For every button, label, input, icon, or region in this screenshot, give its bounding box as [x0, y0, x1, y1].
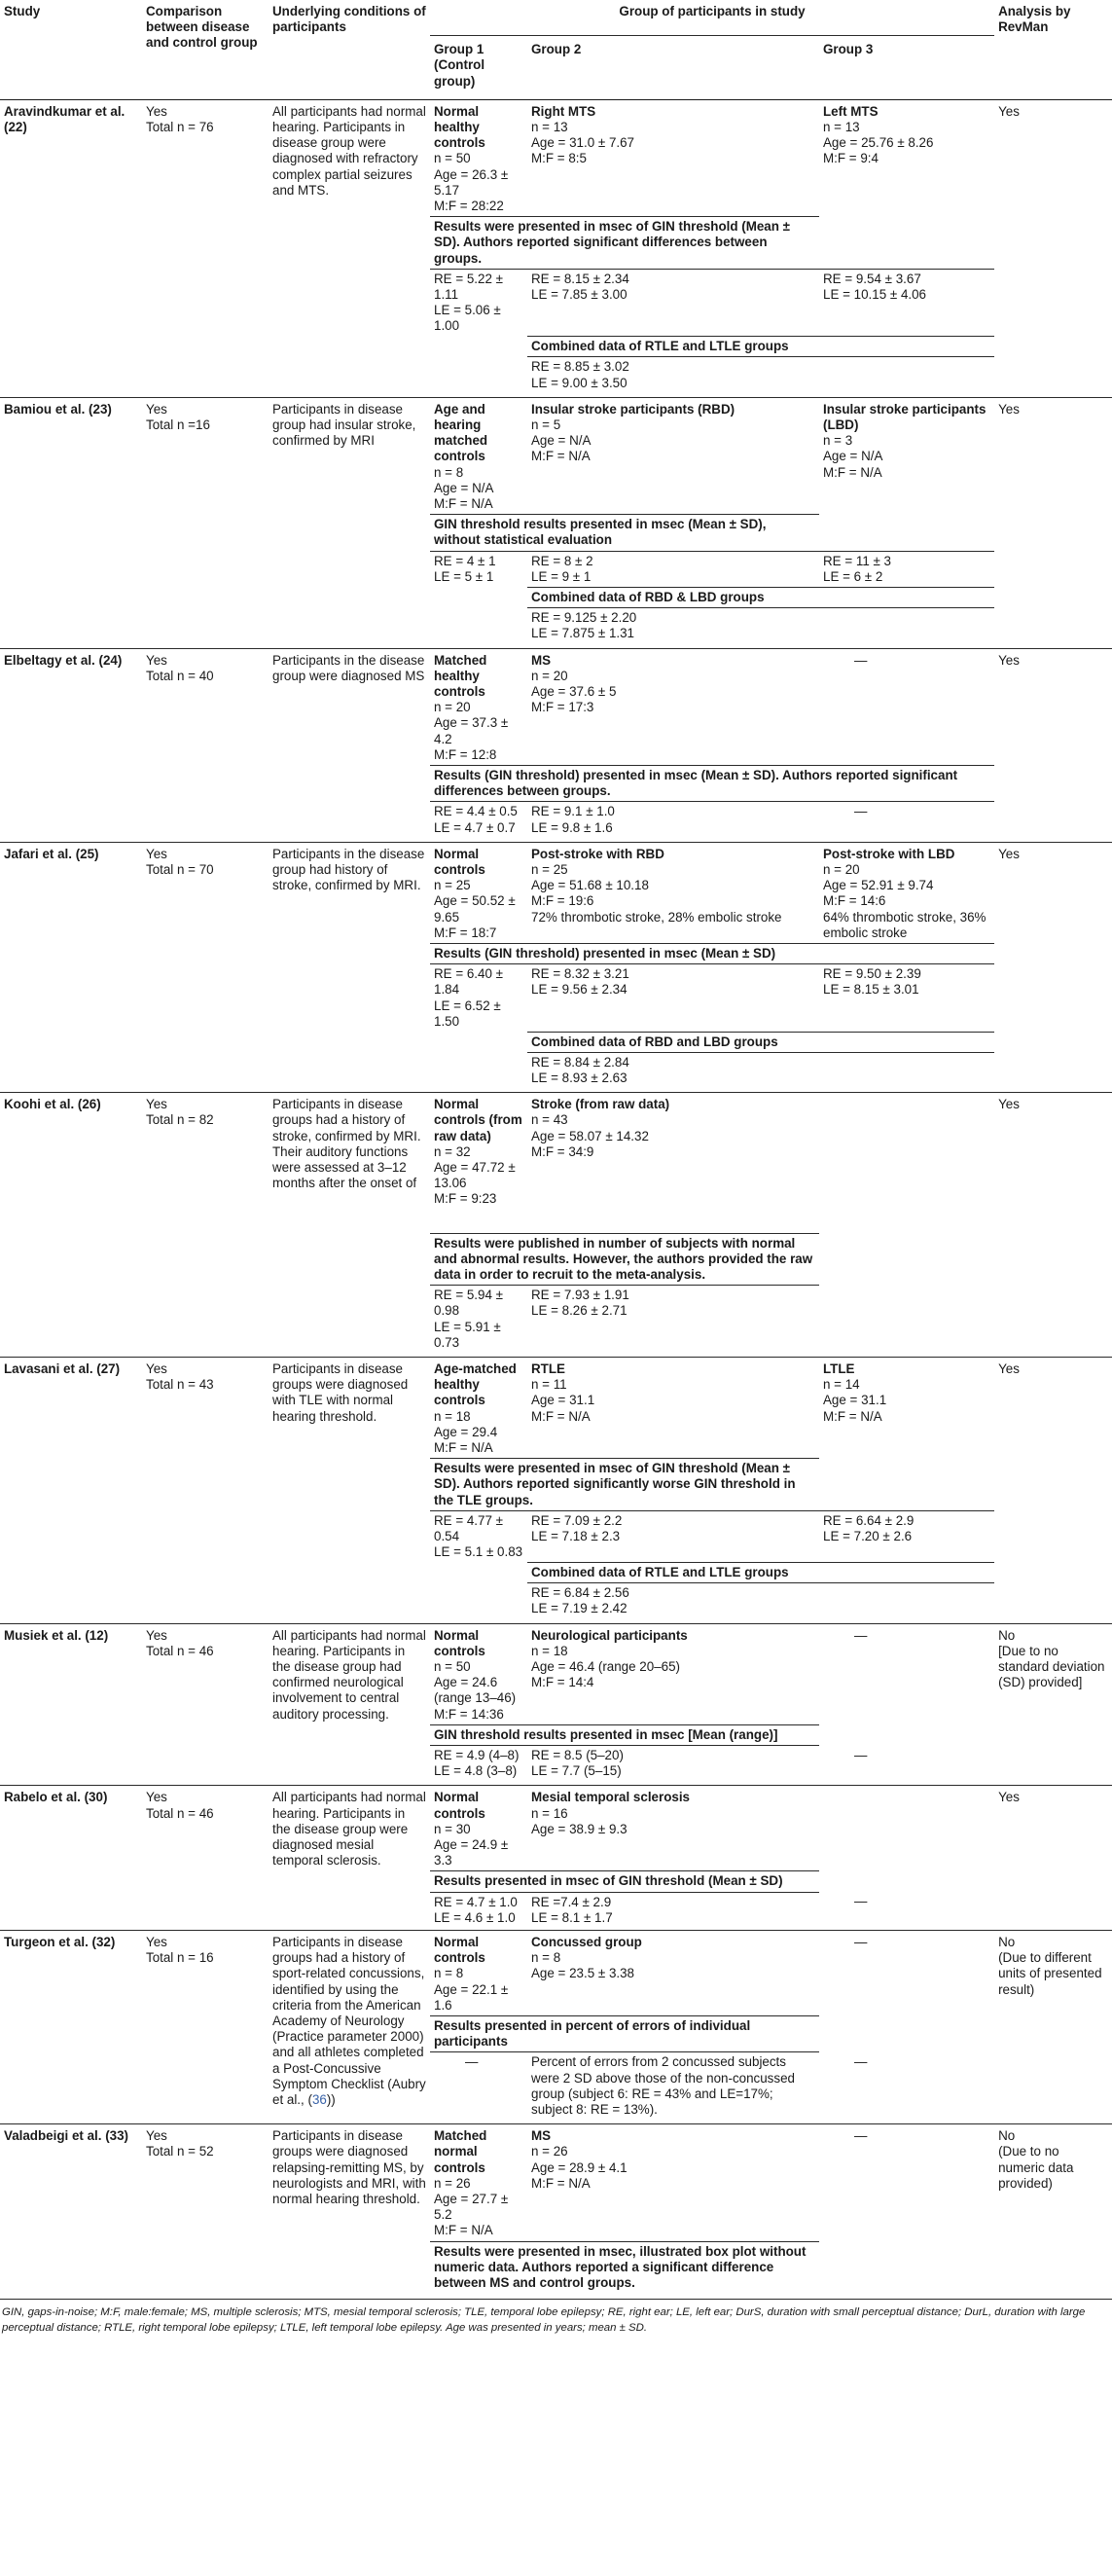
group1-results: RE = 5.94 ± 0.98 LE = 5.91 ± 0.73	[430, 1286, 527, 1358]
combined-heading: Combined data of RBD & LBD groups	[527, 588, 994, 608]
comparison-cell: Yes Total n = 46	[142, 1623, 269, 1786]
group3-cell: —	[819, 1931, 994, 2016]
group1-cell: Normal controls n = 8 Age = 22.1 ± 1.6	[430, 1931, 527, 2016]
analysis-cell: No [Due to no standard deviation (SD) provided]	[994, 1623, 1112, 1786]
study-name: Bamiou et al. (23)	[0, 397, 142, 648]
combined-heading: Combined data of RTLE and LTLE groups	[527, 1562, 994, 1582]
group3-results: —	[819, 802, 994, 842]
group2-cell: RTLE n = 11 Age = 31.1 M:F = N/A	[527, 1358, 819, 1459]
study-name: Koohi et al. (26)	[0, 1093, 142, 1358]
group2-cell: Post-stroke with RBD n = 25 Age = 51.68 ± 10.18 M:F = 19:6 72% thrombotic stroke, 28% embolic stroke	[527, 842, 819, 943]
group1-results: RE = 4.9 (4–8) LE = 4.8 (3–8)	[430, 1746, 527, 1786]
footnote-row	[0, 2300, 1112, 2341]
group3-results: —	[854, 1747, 868, 1762]
group1-results: —	[430, 2052, 527, 2124]
group1-cell: Normal controls n = 25 Age = 50.52 ± 9.65 M:F = 18:7	[430, 842, 527, 943]
group2-cell: Insular stroke participants (RBD) n = 5 Age = N/A M:F = N/A	[527, 397, 819, 514]
study-row-jafari	[0, 842, 1112, 943]
results-heading: GIN threshold results presented in msec (Mean ± SD), without statistical evaluation	[430, 515, 819, 551]
study-name: Elbeltagy et al. (24)	[0, 648, 142, 842]
results-heading: Results presented in percent of errors of individual participants	[430, 2016, 819, 2052]
comparison-cell: Yes Total n = 16	[142, 1931, 269, 2124]
group3-cell: Post-stroke with LBD n = 20 Age = 52.91 ± 9.74 M:F = 14:6 64% thrombotic stroke, 36% embolic stroke	[819, 842, 994, 943]
comparison-cell: Yes Total n = 82	[142, 1093, 269, 1358]
group2-cell: MS n = 26 Age = 28.9 ± 4.1 M:F = N/A	[527, 2124, 819, 2241]
group3-cell: Left MTS n = 13 Age = 25.76 ± 8.26 M:F = 9:4	[823, 103, 934, 166]
underlying-cell: Participants in disease groups had a history of stroke, confirmed by MRI. Their auditory functions were assessed at 3–12 months after the onset of	[269, 1093, 430, 1358]
analysis-cell: Yes	[994, 397, 1112, 648]
combined-heading: Combined data of RBD and LBD groups	[527, 1032, 994, 1052]
results-heading: GIN threshold results presented in msec [Mean (range)]	[430, 1724, 819, 1745]
study-name: Musiek et al. (12)	[0, 1623, 142, 1786]
group2-results: RE = 8.32 ± 3.21 LE = 9.56 ± 2.34	[527, 964, 819, 1032]
group3-cell: —	[819, 648, 994, 765]
underlying-cell: Participants in the disease group were diagnosed MS	[269, 648, 430, 842]
group2-results: RE = 7.09 ± 2.2 LE = 7.18 ± 2.3	[527, 1510, 819, 1562]
group2-results: RE = 8.5 (5–20) LE = 7.7 (5–15)	[527, 1746, 819, 1786]
underlying-cell: Participants in the disease group had history of stroke, confirmed by MRI.	[269, 842, 430, 1092]
group3-cell: —	[819, 2124, 994, 2241]
comparison-cell: Yes Total n =16	[142, 397, 269, 648]
header-study: Study	[0, 0, 142, 99]
comparison-cell: Yes Total n = 76	[146, 103, 214, 135]
header-comparison: Comparison between disease and control group	[142, 0, 269, 99]
combined-results: RE = 6.84 ± 2.56 LE = 7.19 ± 2.42	[527, 1583, 994, 1623]
comparison-cell: Yes Total n = 46	[142, 1786, 269, 1931]
results-heading: Results were published in number of subjects with normal and abnormal results. However, the authors provided the raw data in order to recruit to the meta-analysis.	[430, 1233, 819, 1286]
results-heading: Results were presented in msec of GIN threshold (Mean ± SD). Authors reported significant differences between groups.	[430, 217, 819, 270]
group3-cell: —	[819, 1623, 994, 1724]
group3-cell: Insular stroke participants (LBD) n = 3 Age = N/A M:F = N/A	[819, 397, 994, 514]
group3-results: RE = 9.50 ± 2.39 LE = 8.15 ± 3.01	[819, 964, 994, 1032]
group1-results: RE = 6.40 ± 1.84 LE = 6.52 ± 1.50	[430, 964, 527, 1032]
underlying-cell: Participants in disease groups were diagnosed with TLE with normal hearing threshold.	[269, 1358, 430, 1624]
comparison-cell: Yes Total n = 52	[142, 2124, 269, 2300]
group1-cell: Normal healthy controls n = 50 Age = 26.3 ± 5.17 M:F = 28:22	[434, 103, 509, 214]
results-heading: Results were presented in msec, illustrated box plot without numeric data. Authors reported a significant difference between MS and control groups.	[430, 2241, 819, 2300]
header-analysis: Analysis by RevMan	[994, 0, 1112, 99]
group3-results: RE = 11 ± 3 LE = 6 ± 2	[819, 551, 994, 587]
results-heading: Results (GIN threshold) presented in msec (Mean ± SD)	[430, 944, 994, 964]
group1-results: RE = 4.4 ± 0.5 LE = 4.7 ± 0.7	[430, 802, 527, 842]
group2-results: RE = 9.1 ± 1.0 LE = 9.8 ± 1.6	[527, 802, 819, 842]
study-row-aravindkumar	[0, 99, 1112, 216]
combined-results: RE = 8.85 ± 3.02 LE = 9.00 ± 3.50	[527, 357, 994, 397]
results-heading: Results presented in msec of GIN threshold (Mean ± SD)	[430, 1871, 819, 1892]
group1-cell: Matched healthy controls n = 20 Age = 37.3 ± 4.2 M:F = 12:8	[430, 648, 527, 765]
group1-cell: Age-matched healthy controls n = 18 Age = 29.4 M:F = N/A	[430, 1358, 527, 1459]
group1-cell: Normal controls n = 30 Age = 24.9 ± 3.3	[430, 1786, 527, 1871]
analysis-cell: Yes	[994, 1358, 1112, 1624]
comparison-cell: Yes Total n = 43	[142, 1358, 269, 1624]
combined-results: RE = 8.84 ± 2.84 LE = 8.93 ± 2.63	[527, 1052, 994, 1092]
underlying-cell: Participants in disease group had insular stroke, confirmed by MRI	[269, 397, 430, 648]
group2-cell: Neurological participants n = 18 Age = 46.4 (range 20–65) M:F = 14:4	[527, 1623, 819, 1724]
group2-results: RE = 7.93 ± 1.91 LE = 8.26 ± 2.71	[527, 1286, 819, 1358]
group2-cell: Right MTS n = 13 Age = 31.0 ± 7.67 M:F = 8:5	[531, 103, 635, 166]
group3-results: —	[854, 1894, 868, 1909]
group2-results: Percent of errors from 2 concussed subjects were 2 SD above those of the non-concussed group (subject 6: RE = 43% and LE=17%; subject 8: RE = 13%).	[527, 2052, 819, 2124]
study-name: Jafari et al. (25)	[0, 842, 142, 1092]
footnote: GIN, gaps-in-noise; M:F, male:female; MS, multiple sclerosis; MTS, mesial temporal sclerosis; TLE, temporal lobe epilepsy; RE, right ear; LE, left ear; DurS, duration with small perceptual distance; DurL, duration with large perceptual distance; RTLE, right temporal lobe epilepsy; LTLE, left temporal lobe epilepsy. Age was presented in years; mean ± SD.	[0, 2300, 1112, 2341]
group2-results: RE = 8 ± 2 LE = 9 ± 1	[527, 551, 819, 587]
comparison-cell: Yes Total n = 40	[142, 648, 269, 842]
study-row-bamiou	[0, 397, 1112, 514]
study-row-turgeon	[0, 1931, 1112, 2016]
group2-cell: Concussed group n = 8 Age = 23.5 ± 3.38	[527, 1931, 819, 2016]
header-group3: Group 3	[819, 36, 994, 100]
group3-cell: LTLE n = 14 Age = 31.1 M:F = N/A	[819, 1358, 994, 1459]
group2-results: RE = 8.15 ± 2.34 LE = 7.85 ± 3.00	[527, 269, 819, 336]
group2-cell: MS n = 20 Age = 37.6 ± 5 M:F = 17:3	[527, 648, 819, 765]
group3-results: RE = 6.64 ± 2.9 LE = 7.20 ± 2.6	[819, 1510, 994, 1562]
study-name: Turgeon et al. (32)	[0, 1931, 142, 2124]
header-row-1	[0, 0, 1112, 36]
header-underlying: Underlying conditions of participants	[269, 0, 430, 99]
underlying-cell: Participants in disease groups were diagnosed relapsing-remitting MS, by neurologists and MRI, with normal hearing threshold.	[269, 2124, 430, 2300]
group1-results: RE = 4.7 ± 1.0 LE = 4.6 ± 1.0	[430, 1892, 527, 1930]
group3-results: RE = 9.54 ± 3.67 LE = 10.15 ± 4.06	[819, 269, 994, 336]
study-row-elbeltagy	[0, 648, 1112, 765]
reference-link[interactable]: 36	[311, 2092, 327, 2108]
group1-results: RE = 4 ± 1 LE = 5 ± 1	[430, 551, 527, 587]
study-name: Aravindkumar et al. (22)	[4, 103, 126, 135]
results-heading: Results (GIN threshold) presented in msec (Mean ± SD). Authors reported significant differences between groups.	[430, 766, 994, 802]
analysis-cell: No (Due to different units of presented result)	[994, 1931, 1112, 2124]
study-row-lavasani	[0, 1358, 1112, 1459]
group1-cell: Matched normal controls n = 26 Age = 27.7 ± 5.2 M:F = N/A	[430, 2124, 527, 2241]
study-row-rabelo	[0, 1786, 1112, 1871]
analysis-cell: Yes	[994, 842, 1112, 1092]
header-group1: Group 1 (Control group)	[430, 36, 527, 100]
comparison-cell: Yes Total n = 70	[142, 842, 269, 1092]
analysis-cell: Yes	[994, 648, 1112, 842]
analysis-cell: No (Due to no numeric data provided)	[994, 2124, 1112, 2300]
study-name: Valadbeigi et al. (33)	[0, 2124, 142, 2300]
underlying-cell: All participants had normal hearing. Participants in the disease group had confirmed neurological involvement to central auditory processing.	[269, 1623, 430, 1786]
header-group2: Group 2	[527, 36, 819, 100]
group1-cell: Normal controls n = 50 Age = 24.6 (range 13–46) M:F = 14:36	[430, 1623, 527, 1724]
header-group-span: Group of participants in study	[430, 0, 994, 36]
combined-results: RE = 9.125 ± 2.20 LE = 7.875 ± 1.31	[527, 608, 994, 648]
group1-results: RE = 5.22 ± 1.11 LE = 5.06 ± 1.00	[430, 269, 527, 336]
group2-results: RE =7.4 ± 2.9 LE = 8.1 ± 1.7	[527, 1892, 819, 1930]
group1-cell: Age and hearing matched controls n = 8 Age = N/A M:F = N/A	[430, 397, 527, 514]
analysis-cell: Yes	[998, 103, 1020, 119]
study-name: Rabelo et al. (30)	[0, 1786, 142, 1931]
group3-results: —	[854, 2053, 868, 2069]
group2-cell: Stroke (from raw data) n = 43 Age = 58.07 ± 14.32 M:F = 34:9	[527, 1093, 819, 1233]
combined-heading: Combined data of RTLE and LTLE groups	[527, 337, 994, 357]
underlying-cell: Participants in disease groups had a history of sport-related concussions, identified by using the criteria from the American Academy of Neurology (Practice parameter 2000) and all athletes completed a Post-Concussive Symptom Checklist (Aubry et al., (36))	[269, 1931, 430, 2124]
analysis-cell: Yes	[994, 1093, 1112, 1358]
analysis-cell: Yes	[994, 1786, 1112, 1931]
underlying-cell: All participants had normal hearing. Participants in disease group were diagnosed with refractory complex partial seizures and MTS.	[272, 103, 426, 198]
study-row-koohi	[0, 1093, 1112, 1233]
results-heading: Results were presented in msec of GIN threshold (Mean ± SD). Authors reported significantly worse GIN threshold in the TLE groups.	[430, 1459, 819, 1511]
study-name: Lavasani et al. (27)	[0, 1358, 142, 1624]
underlying-cell: All participants had normal hearing. Participants in the disease group were diagnosed mesial temporal sclerosis.	[269, 1786, 430, 1931]
study-row-musiek	[0, 1623, 1112, 1724]
group1-cell: Normal controls (from raw data) n = 32 Age = 47.72 ± 13.06 M:F = 9:23	[430, 1093, 527, 1233]
group1-results: RE = 4.77 ± 0.54 LE = 5.1 ± 0.83	[430, 1510, 527, 1562]
study-row-valadbeigi	[0, 2124, 1112, 2241]
group2-cell: Mesial temporal sclerosis n = 16 Age = 38.9 ± 9.3	[527, 1786, 819, 1871]
